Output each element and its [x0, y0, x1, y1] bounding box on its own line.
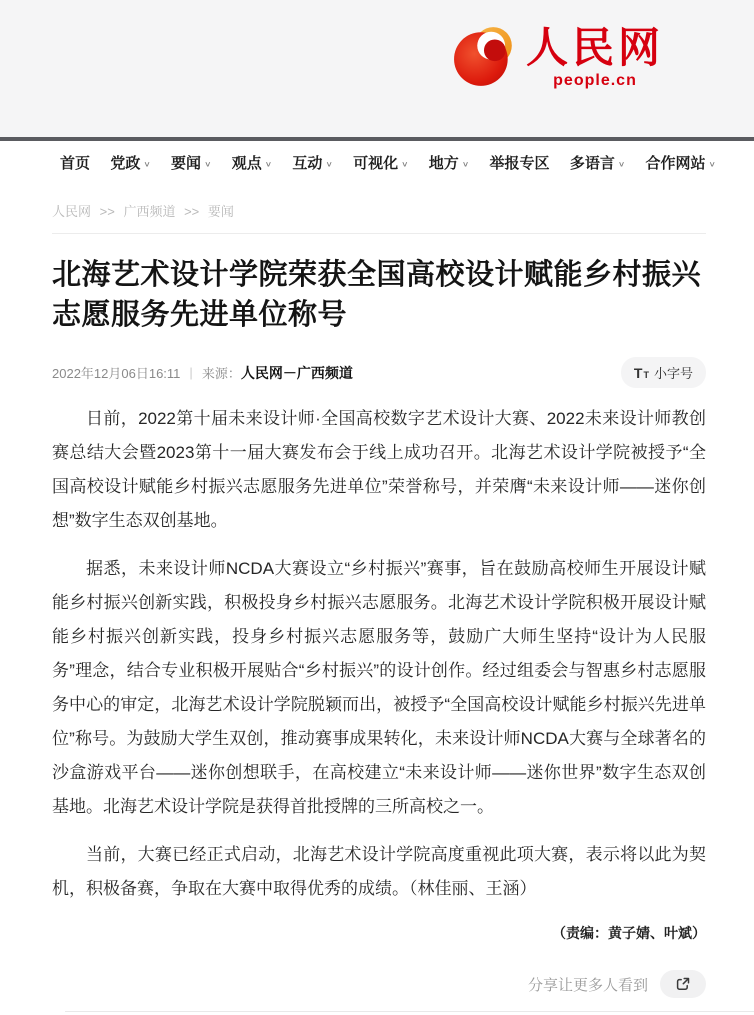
chevron-down-icon: ∨: [264, 159, 273, 169]
breadcrumb-separator: >>: [99, 204, 115, 219]
nav-item-label: 观点: [231, 155, 262, 172]
share-button[interactable]: [660, 970, 706, 998]
nav-item[interactable]: [292, 152, 332, 173]
article-title: 北海艺术设计学院荣获全国高校设计赋能乡村振兴志愿服务先进单位称号: [52, 259, 702, 331]
nav-item-label: 可视化: [353, 155, 399, 172]
nav-item-label: 合作网站: [645, 155, 706, 172]
nav-item-label: 地方: [428, 155, 459, 172]
nav-item-label: 首页: [60, 155, 91, 172]
breadcrumb-link[interactable]: 广西频道: [123, 204, 176, 219]
meta-separator: |: [189, 365, 193, 380]
chevron-down-icon: ∨: [401, 159, 409, 169]
article-paragraph: 日前，2022第十届未来设计师·全国高校数字艺术设计大赛、2022未来设计师教创赛总结大会暨2023第十一届大赛发布会于线上成功召开。北海艺术设计学院被授予“全国高校设计赋能乡村振兴志愿服务先进单位”荣誉称号，并荣膺“未来设计师——迷你创想”数字生态双创基地。: [52, 409, 706, 530]
nav-item[interactable]: [60, 152, 90, 173]
font-size-icon-small: T: [643, 370, 649, 380]
chevron-down-icon: ∨: [325, 159, 333, 169]
logo-text-cn: 人民网: [526, 26, 665, 72]
article-body: [52, 402, 706, 906]
chevron-down-icon: ∨: [708, 159, 716, 169]
main-nav: [0, 141, 754, 184]
logo-text-en: people.cn: [553, 72, 637, 89]
chevron-down-icon: ∨: [617, 159, 626, 169]
breadcrumb-divider: [52, 233, 706, 234]
chevron-down-icon: ∨: [204, 159, 212, 169]
breadcrumb: [52, 184, 706, 220]
nav-item-label: 多语言: [569, 155, 615, 172]
nav-item[interactable]: [110, 152, 150, 173]
nav-item[interactable]: [646, 152, 716, 173]
article-paragraph: 当前，大赛已经正式启动，北海艺术设计学院高度重视此项大赛，表示将以此为契机，积极备赛，争取在大赛中取得优秀的成绩。（林佳丽、王涵）: [52, 845, 706, 898]
article-page: [0, 184, 754, 998]
font-size-button[interactable]: [621, 357, 706, 388]
nav-item[interactable]: [171, 152, 211, 173]
site-header: [0, 0, 754, 137]
article-paragraph: 据悉，未来设计师NCDA大赛设立“乡村振兴”赛事，旨在鼓励高校师生开展设计赋能乡村振兴创新实践，积极投身乡村振兴志愿服务。北海艺术设计学院积极开展设计赋能乡村振兴创新实践，投身乡村振兴志愿服务等，鼓励广大师生坚持“设计为人民服务”理念，结合专业积极开展贴合“乡村振兴”的设计创作。经过组委会与智惠乡村志愿服务中心的审定，北海艺术设计学院脱颖而出，被授予“全国高校设计赋能乡村振兴先进单位”称号。为鼓励大学生双创，推动赛事成果转化，未来设计师NCDA大赛与全球著名的沙盒游戏平台——迷你创想联手，在高校建立“未来设计师——迷你世界”数字生态双创基地。北海艺术设计学院是获得首批授牌的三所高校之一。: [52, 559, 706, 816]
chevron-down-icon: ∨: [143, 159, 151, 169]
font-size-button-label: 小字号: [653, 366, 693, 381]
share-row: [52, 970, 706, 998]
nav-item[interactable]: [570, 152, 625, 173]
source-label: 来源：: [201, 366, 241, 381]
bottom-divider: [65, 1011, 754, 1015]
article-meta-left: [52, 363, 353, 383]
publish-time: 2022年12月06日16:11: [52, 366, 181, 381]
logo-text-block: [526, 26, 664, 90]
nav-item[interactable]: [489, 152, 549, 173]
chevron-down-icon: ∨: [461, 159, 470, 169]
breadcrumb-link[interactable]: 人民网: [52, 204, 92, 219]
share-label: 分享让更多人看到: [527, 976, 648, 994]
breadcrumb-link[interactable]: 要闻: [207, 204, 234, 219]
nav-item-label: 举报专区: [489, 155, 550, 172]
article-meta: [52, 357, 706, 388]
share-icon: [675, 976, 691, 992]
nav-item-label: 要闻: [171, 155, 202, 172]
source-link[interactable]: 人民网－广西频道: [240, 364, 353, 381]
font-size-icon: T: [633, 365, 643, 381]
nav-item-label: 党政: [110, 155, 141, 172]
nav-item-label: 互动: [292, 155, 323, 172]
nav-item[interactable]: [353, 152, 408, 173]
nav-item[interactable]: [429, 152, 469, 173]
people-cn-logo-icon: [452, 24, 518, 90]
nav-item[interactable]: [232, 152, 272, 173]
site-logo[interactable]: [452, 24, 664, 90]
editor-note: （责编：黄子婧、叶斌）: [552, 925, 706, 941]
breadcrumb-separator: >>: [184, 204, 200, 219]
